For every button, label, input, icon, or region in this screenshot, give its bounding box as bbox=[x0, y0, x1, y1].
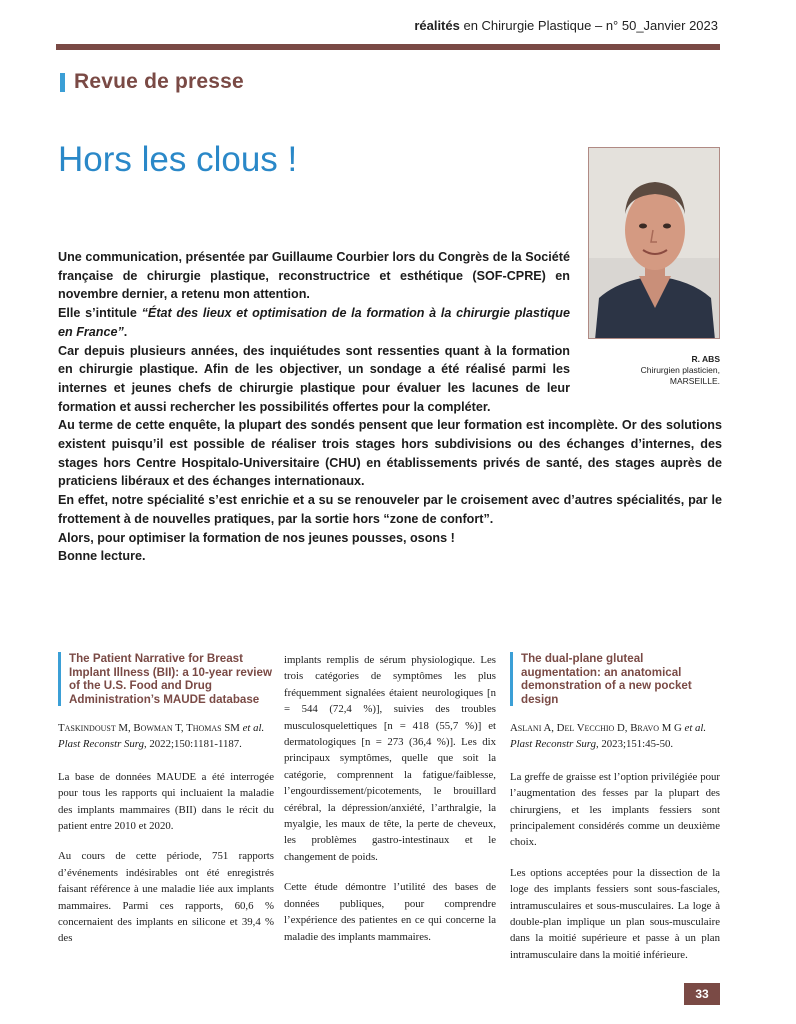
page-title: Hors les clous ! bbox=[58, 140, 298, 179]
article-column-1 bbox=[58, 652, 274, 947]
author-name: R. ABS bbox=[691, 354, 720, 364]
ref-authors: Taskindoust M, Bowman T, Thomas SM bbox=[58, 722, 240, 734]
article-paragraph: La base de données MAUDE a été interrogée pour tous les rapports qui incluaient la maladie des implants mammaires (BII) dans le récit du patient entre 2010 et 2020. bbox=[58, 770, 274, 833]
article-paragraph: La greffe de graisse est l’option privilégiée pour l’augmentation des fesses par la plupart des chirurgiens, et les implants fessiers sont principalement considérés comme un deuxième choix. bbox=[510, 770, 720, 849]
intro-paragraph bbox=[58, 304, 570, 341]
article-marker bbox=[510, 652, 513, 706]
intro-paragraph: En effet, notre spécialité s’est enrichie et a su se renouveler par le croisement avec d’autres spécialités, par le frottement à de nouvelles pratiques, par la sortie hors “zone de confort”. bbox=[58, 493, 722, 526]
ref-citation: , 2022;150:1181-1187. bbox=[143, 738, 242, 751]
editorial-body bbox=[58, 248, 722, 566]
article-paragraph-continued: implants remplis de sérum physiologique. Les trois catégories de symptômes les plus fréquemment signalées étaient neurologiques [n = 544 (72,4 %)], suivies des troubles musculosquelettiques [n = 418 (55,7 %)] et dermatologiques [n = 273 (36,4 %)]. Les dix principaux symptômes, quelle que soit la catégorie, comprennent la fatigue/faiblesse, l’engourdissement/picotements, le brouillard cérébral, la dépression/anxiété, l’arthralgie, la myalgie, les maux de tête, la perte de cheveux, les problèmes gastro-intestinaux et le changement de poids. bbox=[284, 654, 496, 863]
ref-etal: et al. bbox=[239, 722, 265, 734]
article-title: The dual-plane gluteal augmentation: an anatomical demonstration of a new pocket design bbox=[521, 652, 692, 706]
intro-paragraph: Bonne lecture. bbox=[58, 549, 146, 564]
author-role: Chirurgien plasticien, bbox=[640, 365, 720, 375]
journal-name: réalités bbox=[414, 18, 460, 33]
section-marker bbox=[60, 73, 65, 92]
section-tag bbox=[60, 70, 244, 94]
ref-authors: Aslani A, Del Vecchio D, Bravo M G bbox=[510, 722, 682, 734]
author-city: MARSEILLE. bbox=[669, 376, 720, 386]
ref-citation: , 2023;151:45-50. bbox=[595, 738, 674, 751]
page-number: 33 bbox=[684, 983, 720, 1005]
intro-paragraph: Alors, pour optimiser la formation de nos jeunes pousses, osons ! bbox=[58, 530, 455, 545]
intro-quote: “État des lieux et optimisation de la formation à la chirurgie plastique en France” bbox=[58, 306, 570, 339]
article-column-3 bbox=[510, 652, 720, 977]
intro-paragraph: Une communication, présentée par Guillaume Courbier lors du Congrès de la Société française de chirurgie plastique, reconstructrice et esthétique (SOF-CPRE) en novembre dernier, a retenu mon attention. bbox=[58, 250, 570, 302]
article-heading bbox=[510, 652, 720, 706]
article-reference bbox=[58, 720, 274, 753]
header-rule bbox=[56, 44, 720, 50]
section-label: Revue de presse bbox=[74, 70, 244, 93]
article-paragraph: Cette étude démontre l’utilité des bases de données publiques, pour comprendre l’expérience des patientes en ce qui concerne la maladie des implants mammaires. bbox=[284, 881, 496, 943]
article-column-2 bbox=[284, 652, 496, 959]
running-head bbox=[414, 18, 718, 33]
ref-journal: Plast Reconstr Surg bbox=[58, 738, 144, 751]
article-marker bbox=[58, 652, 61, 706]
intro-paragraph: Car depuis plusieurs années, des inquiétudes sont ressenties quant à la formation en chirurgie plastique. Afin de les objectiver, un sondage a été réalisé parmi les internes et jeunes chefs de chirurgie plastique pour évaluer les lacunes de leur formation et aussi rechercher les possibilités offertes pour la compléter. bbox=[58, 343, 570, 414]
article-paragraph: Au cours de cette période, 751 rapports d’événements indésirables ont été enregistrés faisant référence à une maladie liée aux implants mammaires. Parmi ces rapports, 60,6 % concernaient des implants en silicone et 39,4 % des bbox=[58, 850, 274, 945]
intro-text: . bbox=[123, 324, 128, 339]
intro-paragraph: Au terme de cette enquête, la plupart des sondés pensent que leur formation est incomplète. Or des solutions existent puisqu’il est possible de réaliser trois stages hors subdivisions ou des échanges d’internes, des stages hors Centre Hospitalo-Universitaire (CHU) en établissements privés de santé, des stages auprès de praticiens libéraux et des échanges internationaux. bbox=[58, 418, 722, 489]
article-paragraph: Les options acceptées pour la dissection de la loge des implants fessiers sont sous-fasciales, intramusculaires et sous-musculaires. La loge à double-plan implique un plan sous-musculaire dans la moitié supérieure et passe à un plan intramusculaire dans la moitié inférieure. bbox=[510, 866, 720, 961]
intro-text: Elle s’intitule bbox=[58, 306, 142, 321]
issue-info: en Chirurgie Plastique – n° 50_Janvier 2023 bbox=[459, 18, 718, 33]
ref-etal: et al. bbox=[681, 722, 707, 734]
ref-journal: Plast Reconstr Surg bbox=[510, 738, 596, 751]
article-reference bbox=[510, 720, 720, 753]
article-title: The Patient Narrative for Breast Implant Illness (BII): a 10-year review of the U.S. Food and Drug Administration’s MAUDE database bbox=[69, 652, 272, 706]
article-heading bbox=[58, 652, 274, 706]
